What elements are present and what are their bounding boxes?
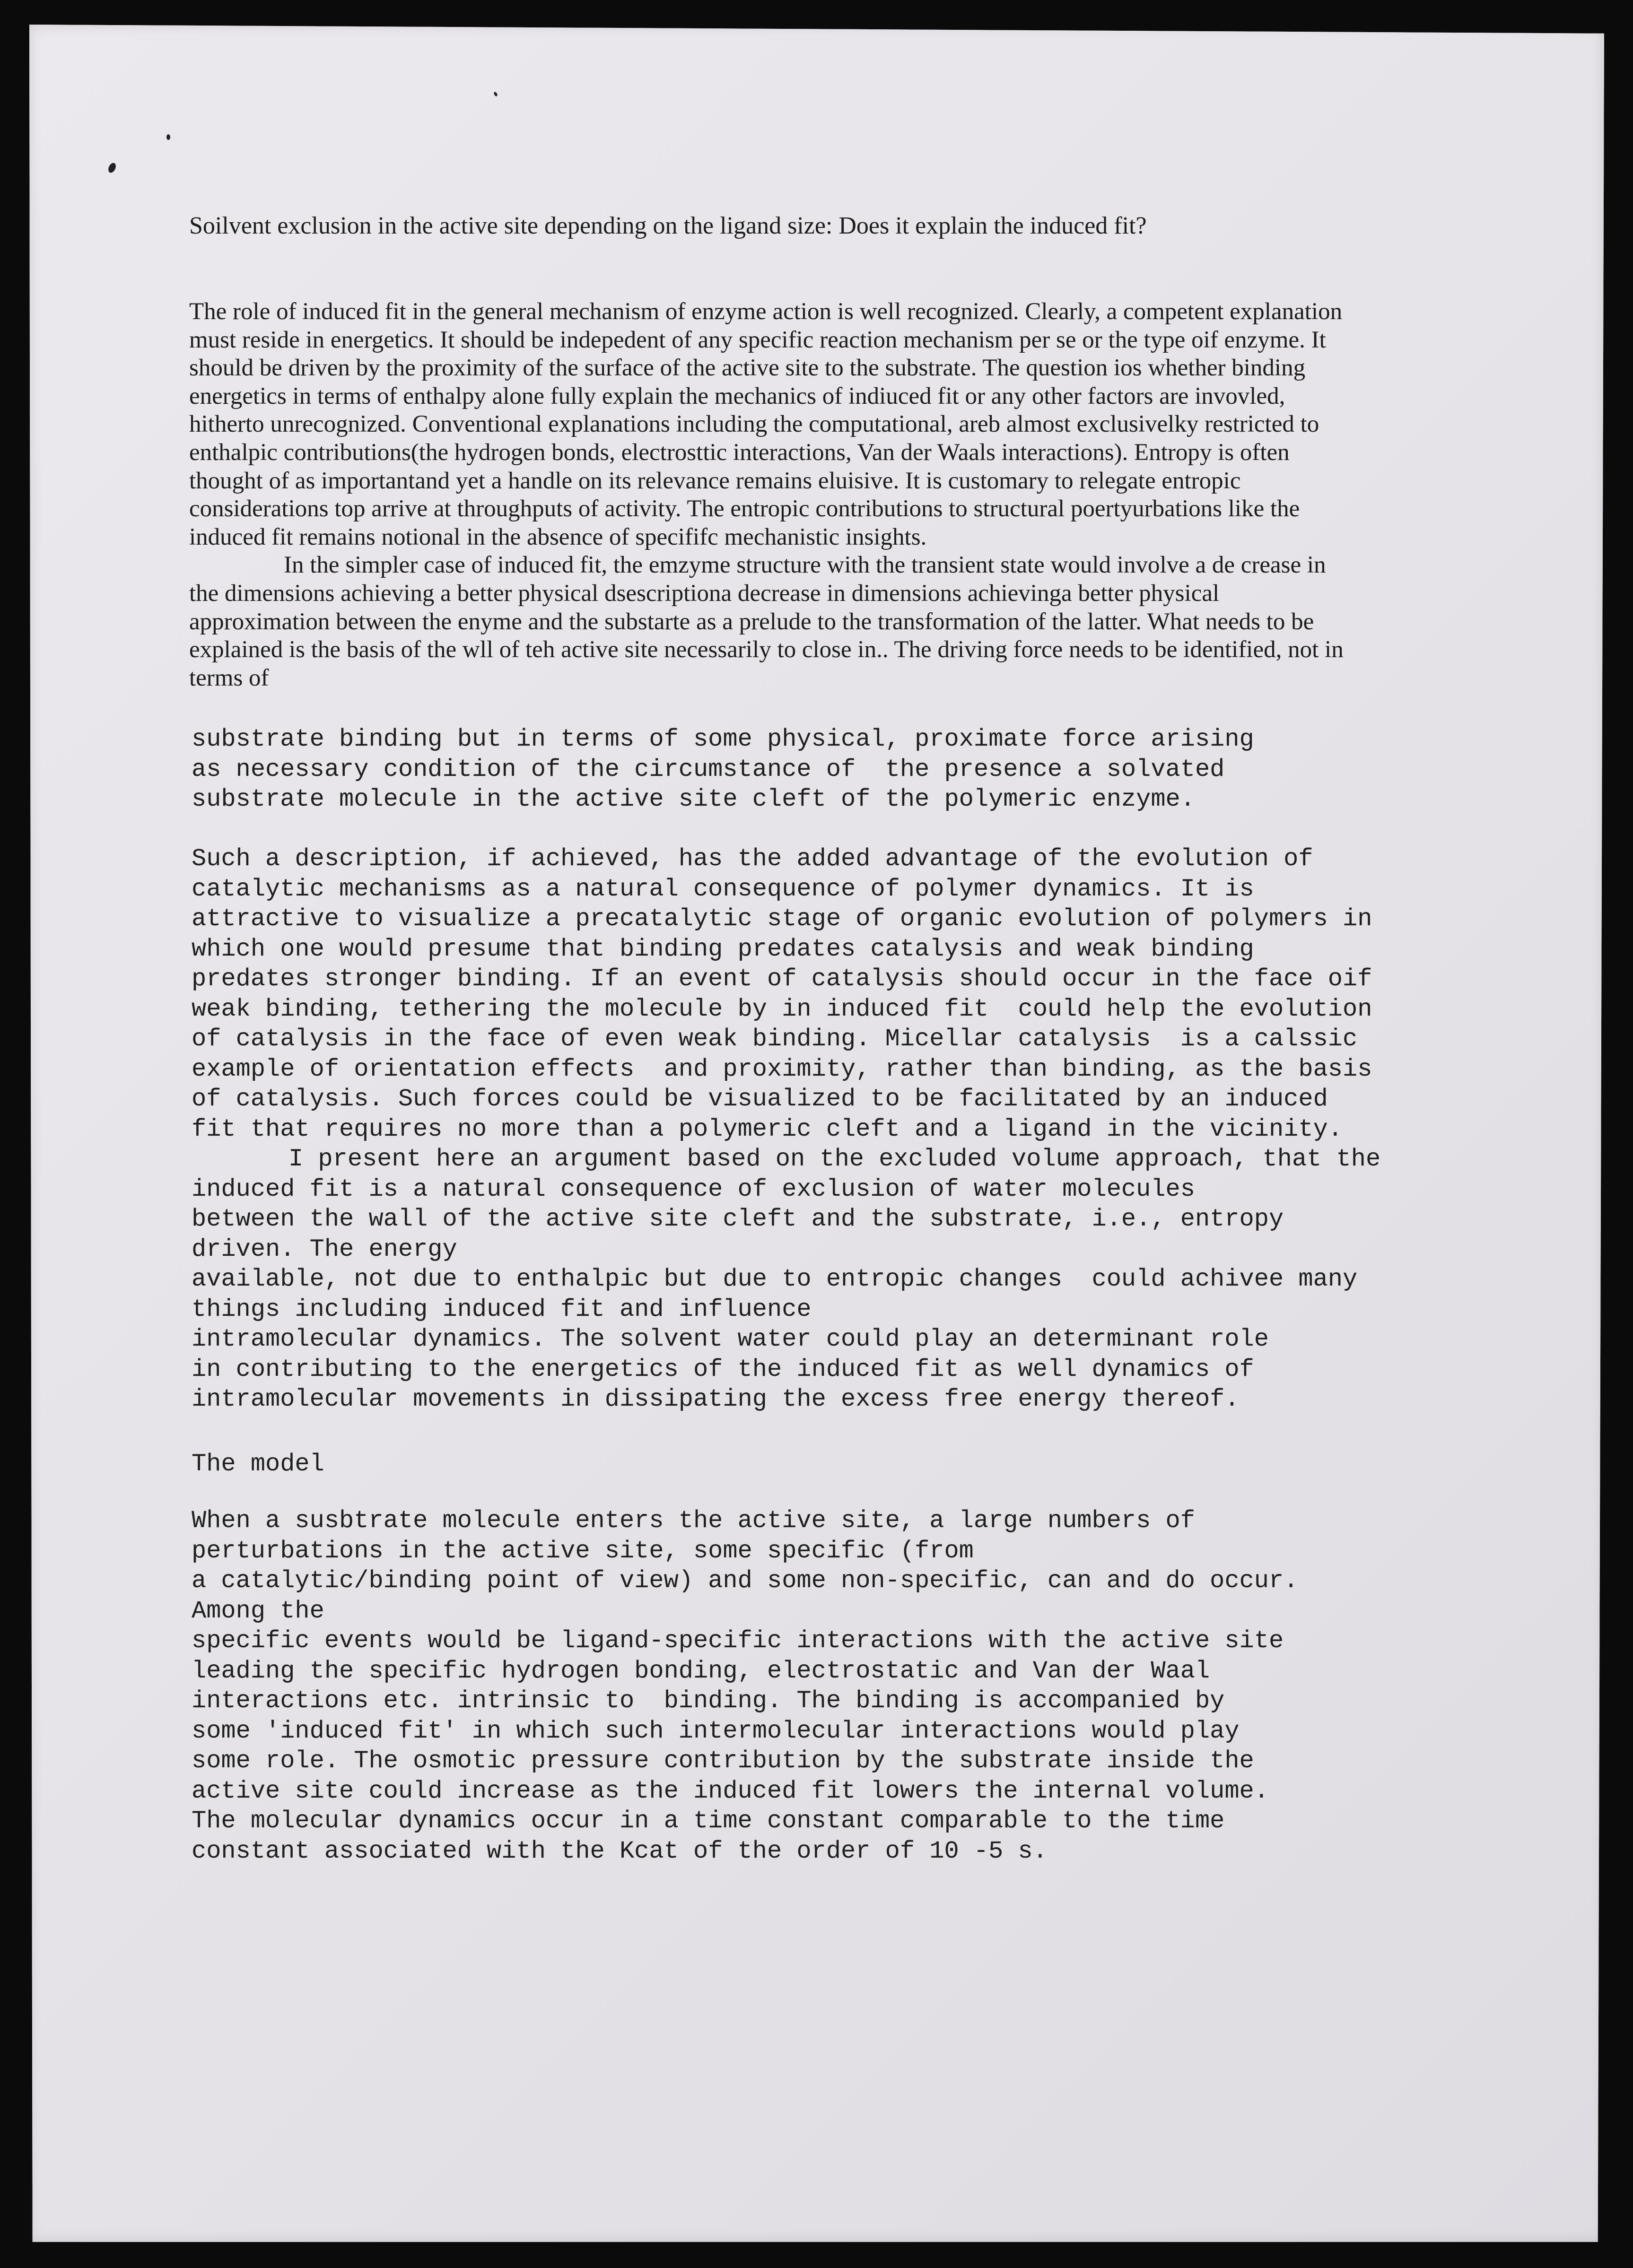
text-line: as necessary condition of the circumstance of the presence a solvated bbox=[192, 755, 1225, 783]
text-line: thought of as importantand yet a handle on its relevance remains eluisive. It is customary to relegate entropic bbox=[189, 467, 1241, 494]
text-line: predates stronger binding. If an event of catalysis should occur in the face oif bbox=[192, 965, 1372, 993]
text-line: induced fit remains notional in the absence of specififc mechanistic insights. bbox=[189, 523, 927, 550]
intro-section bbox=[189, 298, 1457, 692]
text-line: between the wall of the active site cleft and the substrate, i.e., entropy bbox=[192, 1205, 1284, 1233]
text-line: intramolecular movements in dissipating the excess free energy thereof. bbox=[192, 1385, 1240, 1413]
text-line: driven. The energy bbox=[192, 1235, 457, 1263]
text-line: must reside in energetics. It should be indepedent of any specific reaction mechanism per se or the type oif enzyme. It bbox=[189, 326, 1326, 353]
text-line: perturbations in the active site, some specific (from bbox=[192, 1537, 974, 1565]
text-line: a catalytic/binding point of view) and some non-specific, can and do occur. bbox=[192, 1567, 1299, 1595]
text-line: available, not due to enthalpic but due to entropic changes could achivee many bbox=[192, 1265, 1358, 1293]
text-line: Such a description, if achieved, has the added advantage of the evolution of bbox=[192, 845, 1313, 873]
model-heading-block bbox=[192, 1449, 1468, 1479]
mono-paragraph-2 bbox=[192, 844, 1468, 1415]
text-line: When a susbtrate molecule enters the active site, a large numbers of bbox=[192, 1507, 1195, 1535]
text-line: The role of induced fit in the general mechanism of enzyme action is well recognized. Clearly, a competent explanation bbox=[189, 298, 1343, 325]
text-line: attractive to visualize a precatalytic stage of organic evolution of polymers in bbox=[192, 905, 1372, 933]
text-line: interactions etc. intrinsic to binding. The binding is accompanied by bbox=[192, 1687, 1225, 1715]
text-line: which one would presume that binding predates catalysis and weak binding bbox=[192, 935, 1254, 963]
text-line: substrate binding but in terms of some physical, proximate force arising bbox=[192, 725, 1254, 753]
document-title: Soilvent exclusion in the active site depending on the ligand size: Does it explain the induced fit? bbox=[189, 212, 1147, 239]
text-line: Among the bbox=[192, 1597, 324, 1625]
text-line: intramolecular dynamics. The solvent water could play an determinant role bbox=[192, 1325, 1269, 1353]
text-line: things including induced fit and influence bbox=[192, 1295, 812, 1323]
section-heading: The model bbox=[192, 1450, 324, 1478]
text-line: I present here an argument based on the excluded volume approach, that the bbox=[288, 1145, 1381, 1173]
model-paragraph bbox=[192, 1506, 1468, 1866]
text-line: example of orientation effects and proximity, rather than binding, as the basis bbox=[192, 1055, 1372, 1083]
text-line: In the simpler case of induced fit, the emzyme structure with the transient state would involve a de crease in bbox=[284, 552, 1326, 579]
ink-speck bbox=[107, 162, 117, 174]
text-line: weak binding, tethering the molecule by in induced fit could help the evolution bbox=[192, 995, 1372, 1023]
text-line: some 'induced fit' in which such intermolecular interactions would play bbox=[192, 1717, 1240, 1745]
mono-paragraph-1 bbox=[192, 724, 1468, 815]
text-line: the dimensions achieving a better physical dsescriptiona decrease in dimensions achievinga better physical bbox=[189, 580, 1220, 607]
ink-speck bbox=[493, 91, 498, 97]
text-line: some role. The osmotic pressure contribution by the substrate inside the bbox=[192, 1747, 1254, 1775]
text-line: terms of bbox=[189, 664, 269, 691]
text-line: of catalysis in the face of even weak binding. Micellar catalysis is a calssic bbox=[192, 1025, 1358, 1053]
text-line: in contributing to the energetics of the induced fit as well dynamics of bbox=[192, 1355, 1254, 1383]
text-line: approximation between the enyme and the substarte as a prelude to the transformation of the latter. What needs to be bbox=[189, 608, 1314, 635]
text-line: induced fit is a natural consequence of exclusion of water molecules bbox=[192, 1175, 1195, 1203]
text-line: considerations top arrive at throughputs of activity. The entropic contributions to structural poertyurbations like the bbox=[189, 495, 1300, 522]
text-line: fit that requires no more than a polymeric cleft and a ligand in the vicinity. bbox=[192, 1115, 1343, 1143]
text-line: enthalpic contributions(the hydrogen bonds, electrosttic interactions, Van der Waals interactions). Entropy is often bbox=[189, 439, 1290, 466]
ink-speck bbox=[166, 134, 170, 140]
text-line: energetics in terms of enthalpy alone fully explain the mechanics of indiuced fit or any other factors are invovled, bbox=[189, 382, 1285, 409]
text-line: hitherto unrecognized. Conventional explanations including the computational, areb almost exclusivelky restricted to bbox=[189, 411, 1319, 438]
text-line: catalytic mechanisms as a natural consequence of polymer dynamics. It is bbox=[192, 875, 1254, 903]
text-line: explained is the basis of the wll of teh active site necessarily to close in.. The driving force needs to be identified, not in bbox=[189, 636, 1344, 663]
text-line: The molecular dynamics occur in a time constant comparable to the time bbox=[192, 1807, 1225, 1835]
text-line: substrate molecule in the active site cleft of the polymeric enzyme. bbox=[192, 785, 1195, 813]
text-line: specific events would be ligand-specific interactions with the active site bbox=[192, 1627, 1284, 1655]
text-line: leading the specific hydrogen bonding, electrostatic and Van der Waal bbox=[192, 1657, 1210, 1685]
text-line: should be driven by the proximity of the surface of the active site to the substrate. The question ios whether binding bbox=[189, 355, 1306, 382]
text-line: of catalysis. Such forces could be visualized to be facilitated by an induced bbox=[192, 1085, 1328, 1113]
text-line: active site could increase as the induced fit lowers the internal volume. bbox=[192, 1777, 1269, 1805]
text-line: constant associated with the Kcat of the order of 10 -5 s. bbox=[192, 1837, 1048, 1865]
